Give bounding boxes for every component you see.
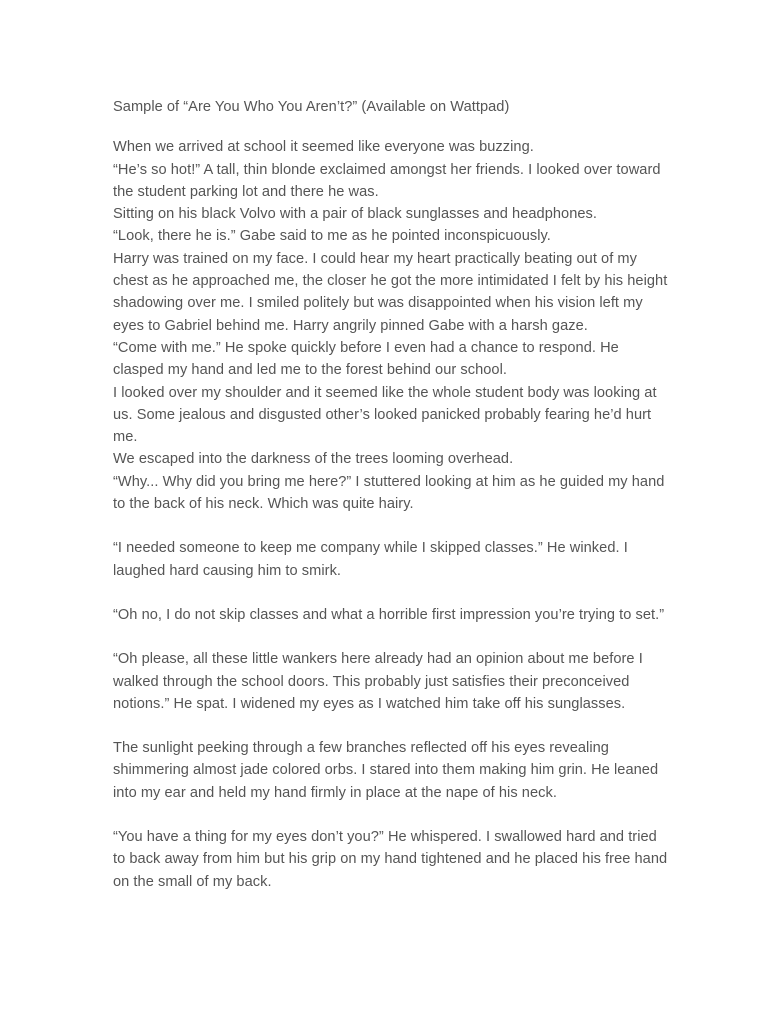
- story-line: When we arrived at school it seemed like everyone was buzzing.: [113, 139, 534, 156]
- document-page: [113, 96, 673, 893]
- story-paragraph: The sunlight peeking through a few branches reflected off his eyes revealing shimmering almost jade colored orbs. I stared into them making him grin. He leaned into my ear and held my hand firmly in place at the nape of his neck.: [113, 740, 659, 801]
- story-paragraph: “Oh please, all these little wankers here already had an opinion about me before I walked through the school doors. This probably just satisfies their preconceived notions.” He spat. I widened my eyes as I watched him take off his sunglasses.: [113, 651, 643, 712]
- story-line: I looked over my shoulder and it seemed like the whole student body was looking at us. Some jealous and disgusted other’s looked panicked probably fearing he’d hurt me.: [113, 384, 657, 446]
- opening-block: [113, 136, 673, 515]
- story-line: We escaped into the darkness of the trees looming overhead.: [113, 451, 514, 468]
- story-line: “Why... Why did you bring me here?” I stuttered looking at him as he guided my hand to the back of his neck. Which was quite hairy.: [113, 473, 665, 513]
- story-line: “Look, there he is.” Gabe said to me as he pointed inconspicuously.: [113, 228, 551, 245]
- story-line: Sitting on his black Volvo with a pair of black sunglasses and headphones.: [113, 206, 597, 223]
- story-paragraph: “Oh no, I do not skip classes and what a horrible first impression you’re trying to set.”: [113, 606, 665, 623]
- story-paragraph: “I needed someone to keep me company while I skipped classes.” He winked. I laughed hard causing him to smirk.: [113, 540, 628, 579]
- document-title: Sample of “Are You Who You Aren’t?” (Available on Wattpad): [113, 99, 510, 115]
- story-paragraph: “You have a thing for my eyes don’t you?” He whispered. I swallowed hard and tried to back away from him but his grip on my hand tightened and he placed his free hand on the small of my back.: [113, 829, 668, 890]
- story-line: “Come with me.” He spoke quickly before I even had a chance to respond. He clasped my hand and led me to the forest behind our school.: [113, 339, 619, 379]
- story-line: Harry was trained on my face. I could hear my heart practically beating out of my chest as he approached me, the closer he got the more intimidated I felt by his height shadowing over me. I smiled politely but was disappointed when his vision left my eyes to Gabriel behind me. Harry angrily pinned Gabe with a harsh gaze.: [113, 250, 668, 334]
- story-line: “He’s so hot!” A tall, thin blonde exclaimed amongst her friends. I looked over toward the student parking lot and there he was.: [113, 161, 661, 200]
